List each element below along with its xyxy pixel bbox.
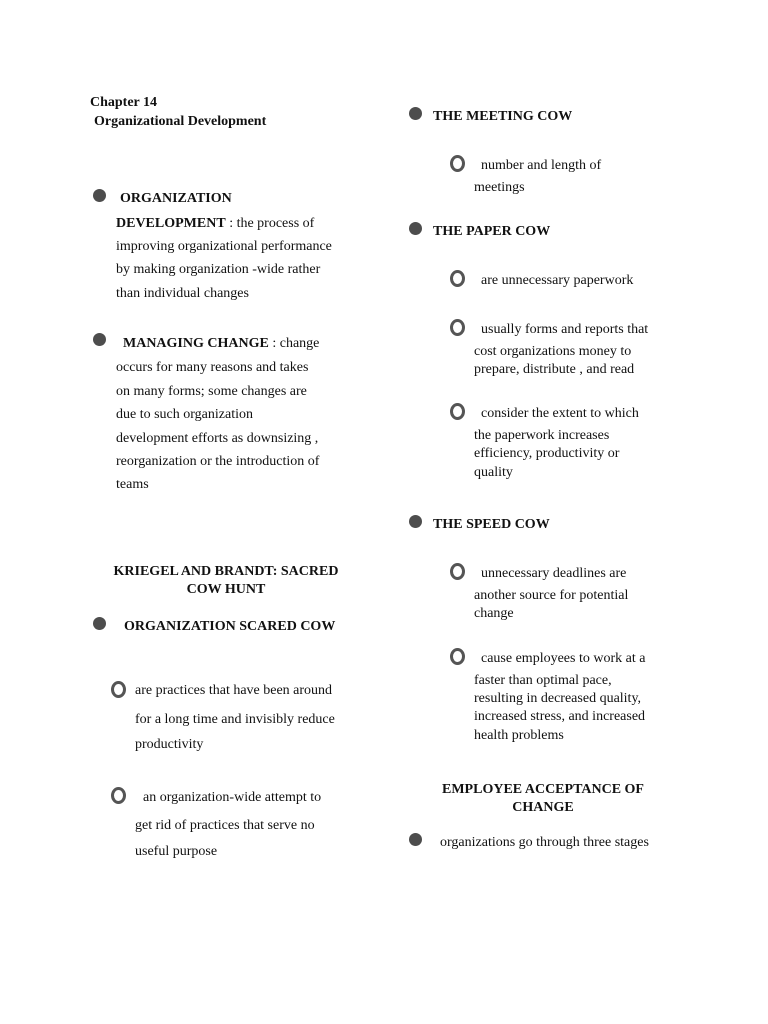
sub-bullet-ring-icon (450, 319, 465, 336)
paper-sub3-line-3: efficiency, productivity or (474, 446, 620, 461)
speed-sub2-line-1: cause employees to work at a (481, 651, 646, 666)
bullet-dot-icon (93, 333, 106, 346)
speed-sub2-line-2: faster than optimal pace, (474, 673, 612, 688)
meeting-sub1-line-2: meetings (474, 180, 525, 195)
osc-sub1-line-2: for a long time and invisibly reduce (135, 712, 335, 727)
paper-sub2-line-1: usually forms and reports that (481, 322, 649, 337)
od-definition-line-1 (116, 212, 314, 235)
paper-sub1: are unnecessary paperwork (481, 273, 634, 288)
speed-sub2-line-4: increased stress, and increased (474, 709, 646, 724)
bullet-dot-icon (409, 107, 422, 120)
sub-bullet-ring-icon (450, 563, 465, 580)
sub-bullet-ring-icon (450, 403, 465, 420)
speed-sub2-line-3: resulting in decreased quality, (474, 691, 642, 706)
sub-bullet-ring-icon (111, 787, 126, 804)
paper-sub2-line-3: prepare, distribute , and read (474, 362, 635, 377)
mc-def-5: development efforts as downsizing , (116, 431, 319, 446)
speed-sub1-line-1: unnecessary deadlines are (481, 566, 627, 581)
mc-def-2: occurs for many reasons and takes (116, 360, 309, 375)
paper-sub2-line-2: cost organizations money to (474, 344, 632, 359)
sub-bullet-ring-icon (450, 270, 465, 287)
mc-term: MANAGING CHANGE (123, 336, 269, 351)
osc-sub1-line-1: are practices that have been around (135, 683, 333, 698)
bullet-dot-icon (409, 833, 422, 846)
bullet-dot-icon (409, 515, 422, 528)
speed-sub1-line-3: change (474, 606, 514, 621)
ea-heading-2: CHANGE (512, 800, 574, 815)
osc-term: ORGANIZATION SCARED COW (124, 619, 336, 634)
od-def-4: than individual changes (116, 286, 249, 301)
mc-def-4: due to such organization (116, 407, 253, 422)
od-def-2: improving organizational performance (116, 239, 332, 254)
paper-sub3-line-2: the paperwork increases (474, 428, 610, 443)
mc-def-6: reorganization or the introduction of (116, 454, 320, 469)
osc-sub2-line-2: get rid of practices that serve no (135, 818, 315, 833)
bullet-dot-icon (93, 189, 106, 202)
meeting-cow-term: THE MEETING COW (433, 109, 573, 124)
kb-heading-2: COW HUNT (186, 582, 266, 597)
bullet-dot-icon (93, 617, 106, 630)
speed-sub1-line-2: another source for potential (474, 588, 629, 603)
sub-bullet-ring-icon (450, 155, 465, 172)
page-title: Organizational Development (94, 114, 267, 129)
od-def-1: : the process of (225, 216, 315, 231)
kb-heading-1: KRIEGEL AND BRANDT: SACRED (113, 564, 339, 579)
mc-def-1: : change (268, 336, 320, 351)
chapter-label: Chapter 14 (90, 95, 158, 110)
paper-cow-term: THE PAPER COW (433, 224, 551, 239)
mc-def-3: on many forms; some changes are (116, 384, 307, 399)
mc-definition-line-1 (123, 332, 319, 355)
osc-sub1-line-3: productivity (135, 737, 204, 752)
paper-sub3-line-4: quality (474, 465, 513, 480)
ea-heading-1: EMPLOYEE ACCEPTANCE OF (442, 782, 644, 797)
ea-item: organizations go through three stages (440, 835, 649, 850)
sub-bullet-ring-icon (111, 681, 126, 698)
od-term-2: DEVELOPMENT (116, 216, 226, 231)
speed-sub2-line-5: health problems (474, 728, 564, 743)
speed-cow-term: THE SPEED COW (433, 517, 550, 532)
mc-def-7: teams (116, 477, 149, 492)
osc-sub2-line-1: an organization-wide attempt to (143, 790, 322, 805)
od-term: ORGANIZATION (120, 191, 232, 206)
meeting-sub1-line-1: number and length of (481, 158, 602, 173)
bullet-dot-icon (409, 222, 422, 235)
osc-sub2-line-3: useful purpose (135, 844, 218, 859)
od-def-3: by making organization -wide rather (116, 262, 321, 277)
paper-sub3-line-1: consider the extent to which (481, 406, 639, 421)
sub-bullet-ring-icon (450, 648, 465, 665)
